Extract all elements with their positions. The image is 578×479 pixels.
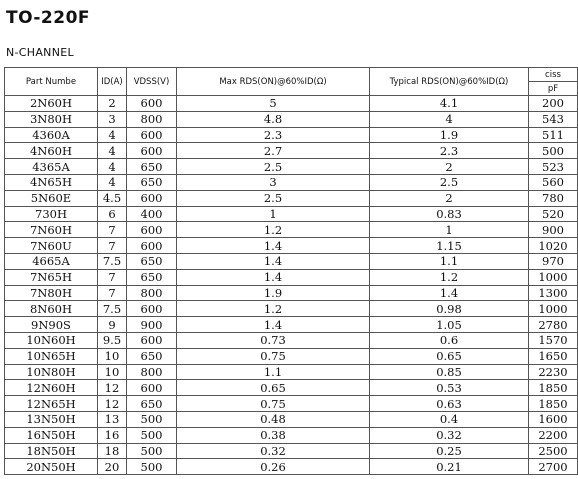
ciss-cell: 520 [529,206,578,222]
vdss-cell: 650 [127,253,177,269]
part-number-cell: 3N80H [5,111,98,127]
part-number-cell: 4665A [5,253,98,269]
ciss-cell: 1300 [529,285,578,301]
typical-rds-cell: 0.85 [370,364,529,380]
part-number-cell: 7N60U [5,238,98,254]
typical-rds-cell: 0.6 [370,332,529,348]
ciss-cell: 1000 [529,269,578,285]
max-rds-cell: 0.32 [177,443,370,459]
id-cell: 3 [98,111,127,127]
typical-rds-cell: 2 [370,159,529,175]
mosfet-spec-table [4,67,578,475]
part-number-cell: 10N80H [5,364,98,380]
ciss-cell: 1850 [529,380,578,396]
ciss-cell: 1000 [529,301,578,317]
vdss-cell: 600 [127,127,177,143]
table-row [5,96,578,112]
id-cell: 16 [98,427,127,443]
table-row [5,396,578,412]
typical-rds-cell: 1.15 [370,238,529,254]
max-rds-cell: 0.75 [177,348,370,364]
id-cell: 7 [98,269,127,285]
id-cell: 20 [98,459,127,475]
id-cell: 7 [98,285,127,301]
ciss-cell: 2500 [529,443,578,459]
max-rds-cell: 1.4 [177,253,370,269]
vdss-cell: 650 [127,174,177,190]
table-row [5,332,578,348]
col-header-ciss: ciss [529,68,578,82]
table-row [5,459,578,475]
id-cell: 7.5 [98,253,127,269]
max-rds-cell: 0.26 [177,459,370,475]
id-cell: 2 [98,96,127,112]
max-rds-cell: 0.75 [177,396,370,412]
col-header-part-number: Part Numbe [5,68,98,96]
vdss-cell: 500 [127,443,177,459]
id-cell: 7.5 [98,301,127,317]
id-cell: 13 [98,411,127,427]
typical-rds-cell: 1 [370,222,529,238]
typical-rds-cell: 1.4 [370,285,529,301]
max-rds-cell: 1.4 [177,269,370,285]
typical-rds-cell: 4 [370,111,529,127]
vdss-cell: 500 [127,411,177,427]
typical-rds-cell: 2 [370,190,529,206]
part-number-cell: 16N50H [5,427,98,443]
channel-subtitle: N-CHANNEL [6,46,74,59]
vdss-cell: 500 [127,459,177,475]
typical-rds-cell: 0.4 [370,411,529,427]
table-row [5,222,578,238]
max-rds-cell: 4.8 [177,111,370,127]
table-row [5,143,578,159]
id-cell: 4 [98,143,127,159]
table-row [5,348,578,364]
vdss-cell: 600 [127,380,177,396]
ciss-cell: 1600 [529,411,578,427]
typical-rds-cell: 1.05 [370,317,529,333]
typical-rds-cell: 0.53 [370,380,529,396]
table-body [5,96,578,475]
table-row [5,269,578,285]
id-cell: 9.5 [98,332,127,348]
ciss-cell: 900 [529,222,578,238]
ciss-cell: 1570 [529,332,578,348]
max-rds-cell: 0.73 [177,332,370,348]
vdss-cell: 600 [127,301,177,317]
vdss-cell: 650 [127,348,177,364]
max-rds-cell: 1.4 [177,317,370,333]
typical-rds-cell: 1.1 [370,253,529,269]
ciss-cell: 2700 [529,459,578,475]
col-header-id: ID(A) [98,68,127,96]
max-rds-cell: 1 [177,206,370,222]
part-number-cell: 12N60H [5,380,98,396]
max-rds-cell: 0.38 [177,427,370,443]
typical-rds-cell: 2.3 [370,143,529,159]
max-rds-cell: 0.65 [177,380,370,396]
table-header-row [5,68,578,82]
typical-rds-cell: 2.5 [370,174,529,190]
part-number-cell: 2N60H [5,96,98,112]
id-cell: 6 [98,206,127,222]
ciss-cell: 1850 [529,396,578,412]
ciss-cell: 780 [529,190,578,206]
typical-rds-cell: 1.9 [370,127,529,143]
ciss-cell: 200 [529,96,578,112]
ciss-cell: 511 [529,127,578,143]
vdss-cell: 800 [127,285,177,301]
table-row [5,127,578,143]
id-cell: 7 [98,238,127,254]
table-row [5,427,578,443]
vdss-cell: 400 [127,206,177,222]
id-cell: 10 [98,364,127,380]
max-rds-cell: 0.48 [177,411,370,427]
vdss-cell: 800 [127,111,177,127]
part-number-cell: 4N60H [5,143,98,159]
id-cell: 7 [98,222,127,238]
table-row [5,443,578,459]
typical-rds-cell: 0.63 [370,396,529,412]
max-rds-cell: 1.1 [177,364,370,380]
table-row [5,174,578,190]
ciss-cell: 2200 [529,427,578,443]
max-rds-cell: 3 [177,174,370,190]
id-cell: 4 [98,174,127,190]
part-number-cell: 13N50H [5,411,98,427]
vdss-cell: 500 [127,427,177,443]
vdss-cell: 650 [127,159,177,175]
table-row [5,364,578,380]
id-cell: 4.5 [98,190,127,206]
id-cell: 12 [98,396,127,412]
vdss-cell: 600 [127,222,177,238]
max-rds-cell: 2.5 [177,190,370,206]
table-row [5,238,578,254]
table-row [5,411,578,427]
table-row [5,285,578,301]
vdss-cell: 600 [127,332,177,348]
vdss-cell: 600 [127,96,177,112]
part-number-cell: 20N50H [5,459,98,475]
id-cell: 18 [98,443,127,459]
max-rds-cell: 5 [177,96,370,112]
table-row [5,190,578,206]
max-rds-cell: 2.7 [177,143,370,159]
part-number-cell: 4N65H [5,174,98,190]
max-rds-cell: 1.4 [177,238,370,254]
page-title: TO-220F [6,8,91,28]
table-row [5,159,578,175]
part-number-cell: 12N65H [5,396,98,412]
part-number-cell: 10N60H [5,332,98,348]
vdss-cell: 900 [127,317,177,333]
id-cell: 10 [98,348,127,364]
id-cell: 4 [98,127,127,143]
ciss-cell: 970 [529,253,578,269]
ciss-cell: 523 [529,159,578,175]
table-row [5,317,578,333]
part-number-cell: 7N80H [5,285,98,301]
part-number-cell: 9N90S [5,317,98,333]
table-row [5,111,578,127]
col-header-ciss-unit: pF [529,82,578,96]
part-number-cell: 5N60E [5,190,98,206]
typical-rds-cell: 4.1 [370,96,529,112]
table-row [5,380,578,396]
vdss-cell: 600 [127,190,177,206]
typical-rds-cell: 0.21 [370,459,529,475]
part-number-cell: 10N65H [5,348,98,364]
ciss-cell: 2780 [529,317,578,333]
vdss-cell: 650 [127,269,177,285]
part-number-cell: 8N60H [5,301,98,317]
ciss-cell: 500 [529,143,578,159]
typical-rds-cell: 0.98 [370,301,529,317]
max-rds-cell: 2.3 [177,127,370,143]
id-cell: 4 [98,159,127,175]
part-number-cell: 4360A [5,127,98,143]
max-rds-cell: 1.9 [177,285,370,301]
vdss-cell: 650 [127,396,177,412]
typical-rds-cell: 0.83 [370,206,529,222]
part-number-cell: 4365A [5,159,98,175]
table-row [5,253,578,269]
part-number-cell: 7N60H [5,222,98,238]
ciss-cell: 543 [529,111,578,127]
vdss-cell: 600 [127,238,177,254]
id-cell: 12 [98,380,127,396]
ciss-cell: 1650 [529,348,578,364]
vdss-cell: 800 [127,364,177,380]
ciss-cell: 2230 [529,364,578,380]
max-rds-cell: 2.5 [177,159,370,175]
part-number-cell: 7N65H [5,269,98,285]
col-header-max-rds: Max RDS(ON)@60%ID(Ω) [177,68,370,96]
max-rds-cell: 1.2 [177,301,370,317]
vdss-cell: 600 [127,143,177,159]
table-row [5,301,578,317]
ciss-cell: 560 [529,174,578,190]
typical-rds-cell: 0.32 [370,427,529,443]
ciss-cell: 1020 [529,238,578,254]
typical-rds-cell: 0.25 [370,443,529,459]
col-header-vdss: VDSS(V) [127,68,177,96]
max-rds-cell: 1.2 [177,222,370,238]
col-header-typical-rds: Typical RDS(ON)@60%ID(Ω) [370,68,529,96]
table-row [5,206,578,222]
part-number-cell: 730H [5,206,98,222]
typical-rds-cell: 0.65 [370,348,529,364]
id-cell: 9 [98,317,127,333]
part-number-cell: 18N50H [5,443,98,459]
typical-rds-cell: 1.2 [370,269,529,285]
